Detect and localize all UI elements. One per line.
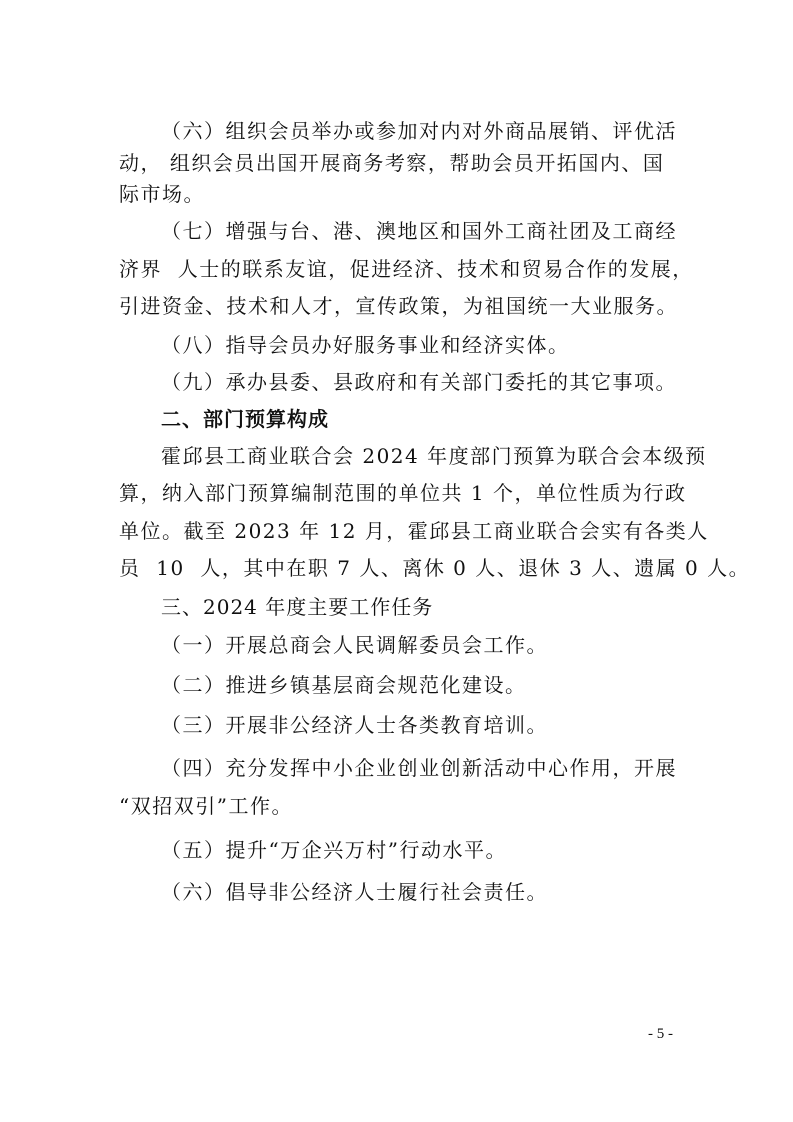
list-item: （二）推进乡镇基层商会规范化建设。 [161, 673, 527, 697]
body-line: （六）组织会员举办或参加对内对外商品展销、评优活 [161, 119, 677, 143]
list-item-continuation: “双招双引”工作。 [119, 794, 293, 818]
list-item: （一）开展总商会人民调解委员会工作。 [161, 633, 548, 657]
list-item: （三）开展非公经济人士各类教育培训。 [161, 713, 548, 737]
body-line: 算，纳入部门预算编制范围的单位共 1 个，单位性质为行政 [119, 481, 687, 505]
list-item: （四）充分发挥中小企业创业创新活动中心作用，开展 [161, 756, 677, 780]
list-item: （六）倡导非公经济人士履行社会责任。 [161, 880, 548, 904]
body-line: 单位。截至 2023 年 12 月，霍邱县工商业联合会实有各类人 [119, 519, 709, 543]
body-line: （八）指导会员办好服务事业和经济实体。 [161, 333, 570, 357]
list-item: （五）提升“万企兴万村”行动水平。 [161, 838, 507, 862]
body-line: （九）承办县委、县政府和有关部门委托的其它事项。 [161, 370, 677, 394]
body-line: 际市场。 [119, 182, 205, 206]
body-line: （七）增强与台、港、澳地区和国外工商社团及工商经 [161, 219, 677, 243]
body-line: 动， 组织会员出国开展商务考察，帮助会员开拓国内、国 [119, 151, 665, 175]
section-heading: 三、2024 年度主要工作任务 [161, 595, 434, 619]
body-line: 霍邱县工商业联合会 2024 年度部门预算为联合会本级预 [161, 444, 707, 468]
body-line: 引进资金、技术和人才，宣传政策，为祖国统一大业服务。 [119, 294, 678, 318]
section-heading: 二、部门预算构成 [161, 407, 329, 431]
body-line: 员 10 人，其中在职 7 人、离休 0 人、退休 3 人、遗属 0 人。 [119, 556, 751, 580]
page-number: - 5 - [648, 1026, 673, 1042]
body-line: 济界 人士的联系友谊，促进经济、技术和贸易合作的发展， [119, 257, 694, 281]
